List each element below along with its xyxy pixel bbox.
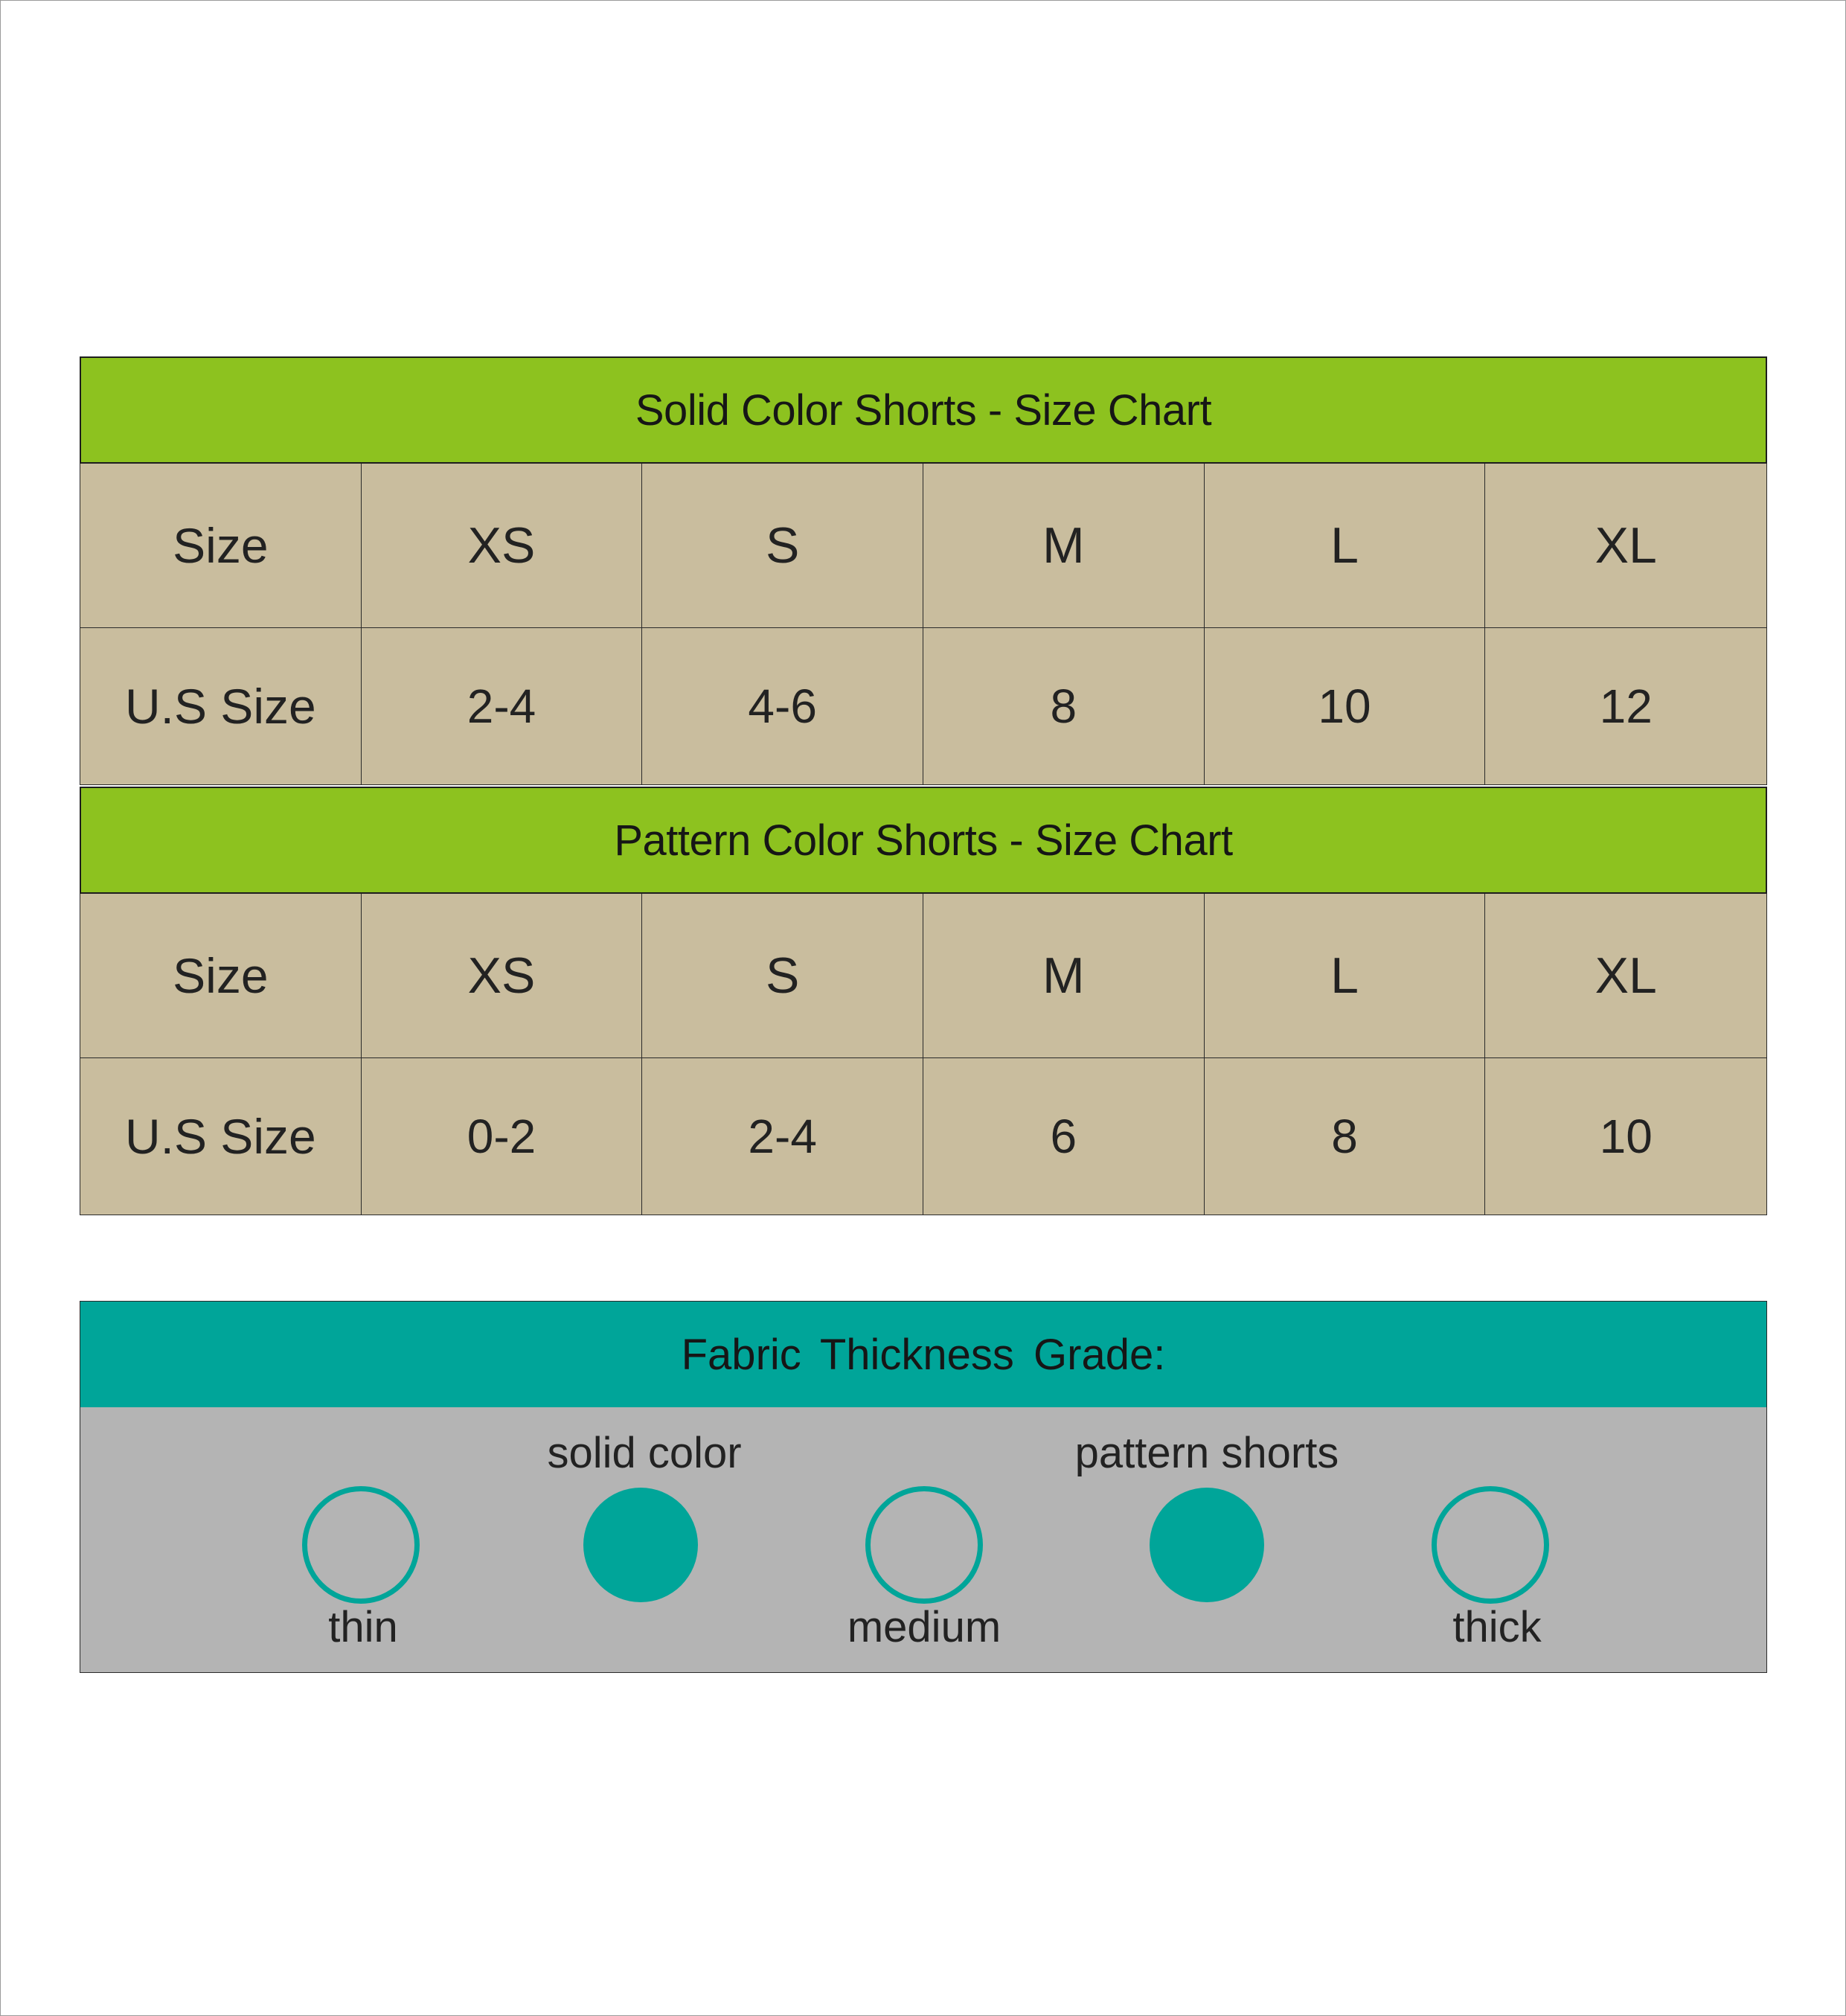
- thin-grade-label: thin: [328, 1603, 398, 1651]
- size-cell: XL: [1595, 517, 1657, 574]
- us-size-cell: 8: [923, 628, 1205, 784]
- solid-color-marker-label: solid color: [547, 1429, 742, 1477]
- pattern-shorts-marker-label: pattern shorts: [1074, 1429, 1339, 1477]
- size-cell: M: [923, 894, 1205, 1057]
- fabric-thickness-panel: [80, 1301, 1767, 1674]
- size-cell: XS: [362, 894, 643, 1057]
- us-size-cell: 2-4: [362, 628, 643, 784]
- size-label-cell: Size: [80, 894, 362, 1057]
- us-size-label-cell: U.S Size: [80, 1058, 362, 1215]
- solid-size-grid: [80, 464, 1767, 785]
- medium-grade-label: medium: [847, 1603, 1001, 1651]
- thick-grade-ring-icon: [1432, 1486, 1549, 1604]
- pattern-size-grid: [80, 894, 1767, 1215]
- size-row: [80, 464, 1766, 628]
- us-size-cell: 8: [1205, 1058, 1486, 1215]
- solid-chart-title: Solid Color Shorts - Size Chart: [80, 356, 1767, 464]
- size-cell: L: [1205, 464, 1486, 627]
- size-row: [80, 894, 1766, 1058]
- us-size-cell: 2-4: [642, 1058, 923, 1215]
- fabric-grade-scale: [80, 1407, 1767, 1673]
- size-cell: XL: [1595, 947, 1657, 1004]
- us-size-cell: 4-6: [642, 628, 923, 784]
- thin-grade-ring-icon: [302, 1486, 420, 1604]
- us-size-cell: 12: [1599, 679, 1653, 733]
- us-size-cell: 10: [1205, 628, 1486, 784]
- us-size-cell: 6: [923, 1058, 1205, 1215]
- pattern-shorts-grade-dot-icon: [1150, 1488, 1264, 1602]
- size-cell: S: [642, 464, 923, 627]
- size-cell: M: [923, 464, 1205, 627]
- us-size-row: [80, 628, 1766, 785]
- fabric-thickness-title: Fabric Thickness Grade:: [80, 1301, 1767, 1408]
- thick-grade-label: thick: [1452, 1603, 1542, 1651]
- size-cell: L: [1205, 894, 1486, 1057]
- us-size-cell: 0-2: [362, 1058, 643, 1215]
- solid-color-grade-dot-icon: [583, 1488, 698, 1602]
- us-size-cell: 10: [1599, 1110, 1653, 1163]
- size-cell: S: [642, 894, 923, 1057]
- medium-grade-ring-icon: [865, 1486, 983, 1604]
- us-size-row: [80, 1058, 1766, 1215]
- size-label-cell: Size: [80, 464, 362, 627]
- pattern-chart-title: Pattern Color Shorts - Size Chart: [80, 787, 1767, 894]
- size-cell: XS: [362, 464, 643, 627]
- us-size-label-cell: U.S Size: [80, 628, 362, 784]
